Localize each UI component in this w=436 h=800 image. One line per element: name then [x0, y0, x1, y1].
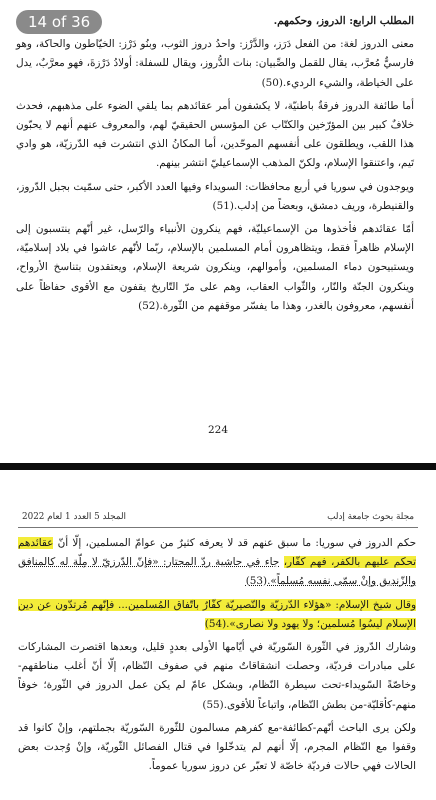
- pdf-page-225: [0, 470, 436, 800]
- journal-title: مجلة بحوث جامعة إدلب: [327, 512, 414, 522]
- page-counter-badge: 14 of 36: [16, 10, 102, 34]
- running-header: [22, 512, 414, 522]
- header-rule: [18, 527, 418, 528]
- paragraph: أما طائفة الدروز فرقةٌ باطنيّة، لا يكشفون أمر عقائدهم بما يلقي الضوء على مذهبهم، فحدث خلافٌ كبير بين المؤرّخين والكتّاب عن المؤسس الحقيقيّ لهم، والمعروف عنهم أنهم لا يحبّون هذا اللقب، ويطلقون على أنفسهم الموحّدين، أما المكانُ الذي انتشرت فيه الدّرزيّة، هو وادي تَيم، واعتنقوا الإسلام، ولكنّ المذهب الإسماعيليّ انتشر بينهم.: [16, 99, 414, 170]
- highlighted-text: وقال شيخ الإسلام: «هؤلاء الدّرزيّة والنّصيريّة كفّارٌ باتّفاق المُسلمين... فإنّهم مُرتدّون عن دين الإسلام ليسُوا مُسلمين؛ ولا يهود ولا نصارى».(54): [18, 598, 416, 630]
- paragraph: معنى الدروز لغة: من الفعل دَرَز، والدَّرْز: واحدُ دروز الثوب، وبنُو دَرْز: الخيّاطون والحاكة، وهو فارسيٌّ مُعرَّب، يقال للقمل والصِّبيان: بنات الدُّروز، ويقال للسفلة: أولادُ دَرْزةَ، فهو معرَّبٌ، يدل على الخياطة، والشيء الرديء.(50): [16, 38, 414, 89]
- page-number: 224: [207, 424, 229, 436]
- paragraph: أمّا عقائدهم فأخذوها من الإسماعيليّة، فهم ينكرون الأنبياء والرّسل، غير أنّهم ينتسبون إلى الإسلام ظاهراً فقط، ويتظاهرون أمام المسلمين بالإسلام، ربّما لأنّهم عاشوا في بلاد إسلاميّة، ويستبيحون دماء المسلمين، وأموالهم، وينكرون شريعة الإسلام، ويعتقدون بتناسخ الأرواح، وينكرون الجنّة والنّار، والثّواب العقاب، وهم على مرّ التّاريخ يقفون مع الأقوى حفاظاً على أنفسهم، معروفون بالغدر، وهذا ما يفسّر موقفهم من الثّورة.(52): [16, 223, 414, 312]
- paragraph: [18, 596, 416, 634]
- paragraph: [18, 534, 416, 592]
- highlighted-text: عقائدهم تحكم عليهم بالكفر، فهم كفّار،: [18, 537, 416, 569]
- quoted-text: جاء في حاشية ردّ المحتار: «فإنّ الدّرزيّ لا مِلّة له كالمنافق والزّنديق وإنْ سمّى نفسه مُسلماً».(53): [18, 556, 416, 588]
- paragraph: وشارك الدّروز في الثّورة السّوريّة في أيّامها الأولى بعددٍ قليل، وبعدها اقتصرت المشاركات على مبادرات فرديّة، وحصلت انشقاقاتٌ منهم في صفوف النّظام، إلّا أنّ أغلب مناطقهم-وخاصّةً السّويداء-تحت سيطرة النّظام، وبشكل عامّ لم يكن عمل الدروز في الثّورة؛ خوفاً منهم-كأقليّة-من بطش النّظام، واتباعاً للأقوى.(55): [18, 641, 416, 711]
- section-heading: المطلب الرابع: الدروز، وحكمهم.: [273, 15, 414, 27]
- journal-volume: المجلد 5 العدد 1 لعام 2022: [22, 512, 126, 522]
- text-run: حكم الدروز في سوريا: ما سبق عنهم قد لا يعرفه كثيرٌ من عوامّ المسلمين، إلّا أنّ: [57, 537, 417, 549]
- page-body: [18, 534, 416, 780]
- page-body: [16, 12, 414, 320]
- paragraph: ولكن يرى الباحث أنّهم-كطائفة-مع كفرهم مسالمون للثّورة السّوريّة بجملتهم، وإنْ كانوا قد وقفوا مع النّظام المجرم، إلّا أنهم لم يتدخّلوا في قتال الفصائل الثّوريّة، وإنْ وُجدت بعض الحالات فهي حالات فرديّة خاصّة لا تعبّر عن دروز سوريا عموماً.: [18, 721, 416, 773]
- paragraph: ويوجدون في سوريا في أربع محافظات: السويداء وفيها العدد الأكبر، حتى سمّيت بجبل الدّروز، والقنيطرة، وريف دمشق، وبعضاً من إدلب.(51): [16, 180, 414, 212]
- page-separator: [0, 463, 436, 470]
